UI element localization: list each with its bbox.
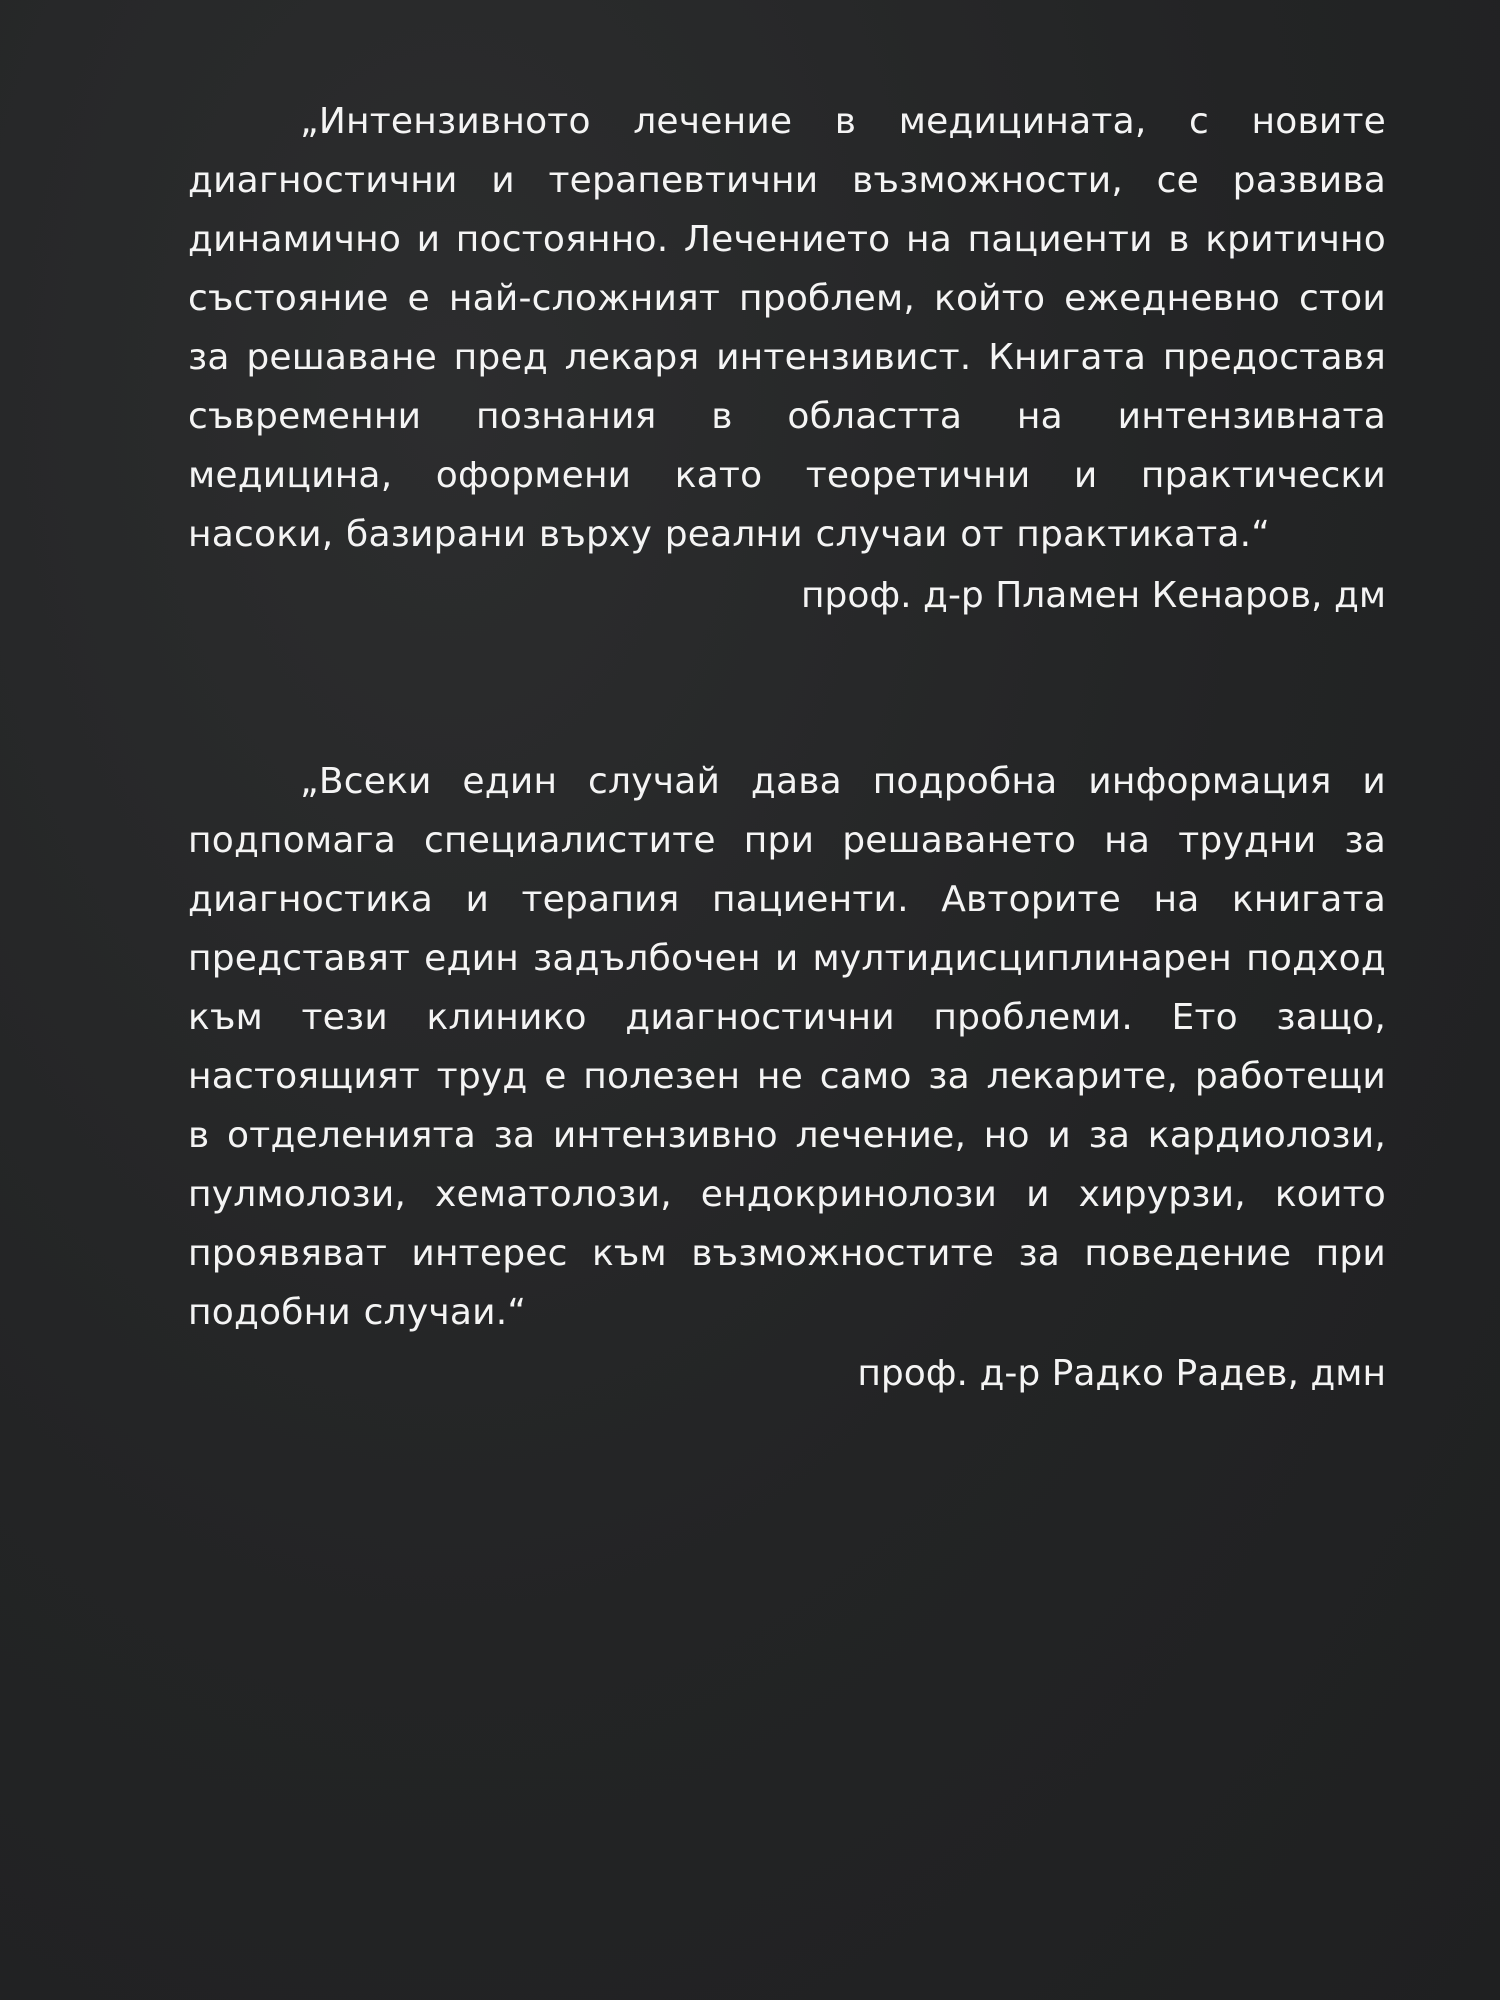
endorsement-2 — [188, 752, 1386, 1403]
endorsement-author: проф. д-р Пламен Кенаров, дм — [800, 575, 1386, 616]
endorsement-1 — [188, 92, 1386, 625]
endorsement-quote: „Всеки един случай дава подробна информация и подпомага специалистите при решаването на трудни за диагностика и терапия пациенти. Авторите на книгата представят един задълбочен и мултидисциплинарен подход към тези клинико диагностични проблеми. Ето защо, настоящият труд е полезен не само за лекарите, работещи в отделенията за интензивно лечение, но и за кардиолози, пулмолози, хематолози, ендокринолози и хирурзи, които проявяват интерес към възможностите за поведение при подобни случаи.“ — [188, 761, 1386, 1333]
endorsement-quote: „Интензивното лечение в медицината, с новите диагностични и терапевтични възможности, се развива динамично и постоянно. Лечението на пациенти в критично състояние е най-сложният проблем, който ежедневно стои за решаване пред лекаря интензивист. Книгата предоставя съвременни познания в областта на интензивната медицина, оформени като теоретични и практически насоки, базирани върху реални случаи от практиката.“ — [188, 101, 1386, 555]
endorsement-author: проф. д-р Радко Радев, дмн — [857, 1353, 1386, 1394]
